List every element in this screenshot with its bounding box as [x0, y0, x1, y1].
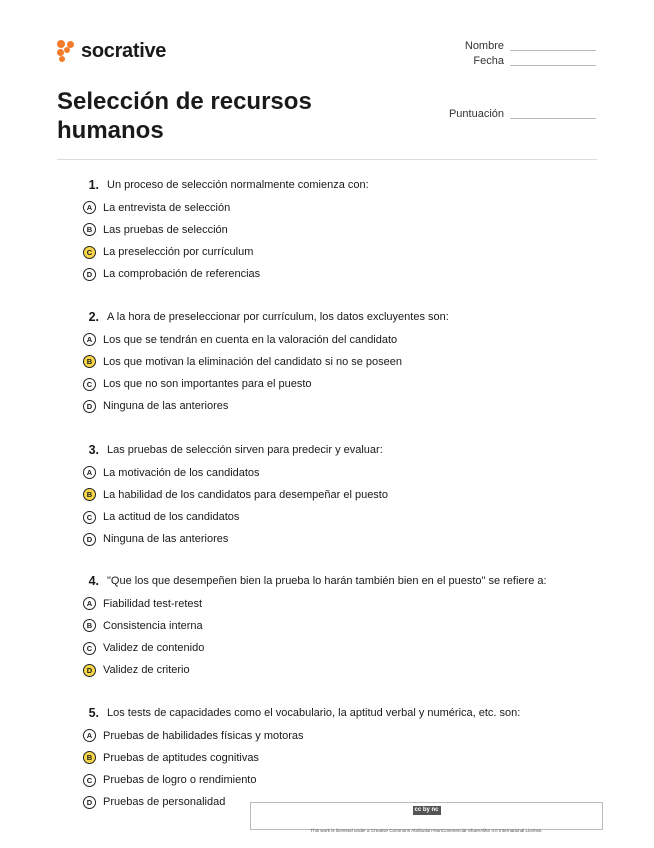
option-letter-badge: D: [83, 533, 96, 546]
question-number: 2.: [88, 310, 99, 324]
license-text: This work is licensed under a Creative Commons Attribution-NonCommercial-ShareAlike 4.0 International License.: [310, 828, 543, 833]
option-text: Los que se tendrán en cuenta en la valoración del candidato: [103, 333, 398, 346]
option-text: La actitud de los candidatos: [103, 511, 240, 524]
answer-option-a: [83, 199, 605, 216]
date-label: Fecha: [473, 55, 504, 67]
question-text: A la hora de preseleccionar por currículum, los datos excluyentes son:: [107, 311, 449, 323]
option-letter-badge: C: [83, 378, 96, 391]
option-text: Pruebas de habilidades físicas y motoras: [103, 729, 304, 742]
answer-option-c: [83, 376, 605, 393]
answer-option-a: [83, 331, 605, 348]
question-4: [85, 572, 605, 684]
answer-option-c: [83, 640, 605, 657]
answer-option-a: [83, 595, 605, 612]
question-number: 3.: [88, 443, 99, 457]
answer-option-a: [83, 464, 605, 481]
option-text: La habilidad de los candidatos para desempeñar el puesto: [103, 488, 388, 501]
option-letter-badge: B: [83, 223, 96, 236]
date-field: [473, 55, 596, 67]
creative-commons-icon: cc by nc sa: [414, 807, 439, 822]
name-line: [510, 42, 596, 51]
answer-option-b: [83, 749, 605, 766]
option-text: La motivación de los candidatos: [103, 466, 260, 479]
question-text: Las pruebas de selección sirven para predecir y evaluar:: [107, 444, 383, 456]
option-text: Fiabilidad test-retest: [103, 597, 203, 610]
answer-option-d: [83, 531, 605, 548]
question-number: 4.: [88, 574, 99, 588]
option-letter-badge: A: [83, 729, 96, 742]
option-text: Los que no son importantes para el puesto: [103, 378, 312, 391]
question-5: [85, 704, 605, 822]
question-text: Un proceso de selección normalmente comienza con:: [107, 179, 369, 191]
option-text: Pruebas de personalidad: [103, 796, 226, 809]
question-line: [85, 441, 605, 459]
score-field: [449, 108, 596, 120]
header-divider: [57, 159, 597, 160]
score-line: [510, 110, 596, 119]
option-text: La preselección por currículum: [103, 246, 254, 259]
socrative-logo: [57, 38, 166, 64]
question-1: [85, 176, 605, 288]
question-line: [85, 308, 605, 326]
option-letter-badge: C: [83, 642, 96, 655]
option-text: Ninguna de las anteriores: [103, 400, 229, 413]
option-text: Validez de criterio: [103, 664, 190, 677]
answer-option-b: [83, 221, 605, 238]
answer-option-c: [83, 772, 605, 789]
option-text: Pruebas de logro o rendimiento: [103, 774, 257, 787]
question-number: 5.: [88, 706, 99, 720]
quiz-title: Selección de recursos humanos: [57, 88, 312, 144]
option-letter-badge: A: [83, 597, 96, 610]
question-3: [85, 441, 605, 553]
name-label: Nombre: [464, 40, 504, 52]
date-line: [510, 57, 596, 66]
answer-option-d: [83, 662, 605, 679]
answer-option-d: [83, 398, 605, 415]
answer-option-a: [83, 727, 605, 744]
answer-option-b: [83, 617, 605, 634]
option-text: Los que motivan la eliminación del candidato si no se poseen: [103, 355, 403, 368]
option-letter-badge: D: [83, 400, 96, 413]
question-line: [85, 176, 605, 194]
option-letter-badge: B: [83, 751, 96, 764]
option-text: Validez de contenido: [103, 642, 205, 655]
option-letter-badge: C: [83, 774, 96, 787]
score-label: Puntuación: [448, 108, 504, 120]
option-letter-badge: D: [83, 796, 96, 809]
option-letter-badge: B: [83, 619, 96, 632]
answer-option-b: [83, 353, 605, 370]
option-letter-badge: A: [83, 333, 96, 346]
license-box: [250, 802, 603, 833]
option-text: La comprobación de referencias: [103, 268, 261, 281]
option-letter-badge: C: [83, 246, 96, 259]
answer-option-b: [83, 486, 605, 503]
name-field: [465, 40, 596, 52]
option-text: Ninguna de las anteriores: [103, 533, 229, 546]
question-text: "Que los que desempeñen bien la prueba lo harán también bien en el puesto" se refiere a:: [107, 575, 547, 587]
option-letter-badge: B: [83, 355, 96, 368]
option-letter-badge: A: [83, 466, 96, 479]
option-letter-badge: D: [83, 268, 96, 281]
question-line: [85, 572, 605, 590]
option-text: Pruebas de aptitudes cognitivas: [103, 751, 259, 764]
option-letter-badge: B: [83, 488, 96, 501]
option-text: Las pruebas de selección: [103, 223, 228, 236]
answer-option-d: [83, 266, 605, 283]
socrative-logo-icon: [57, 40, 76, 62]
question-text: Los tests de capacidades como el vocabulario, la aptitud verbal y numérica, etc. son:: [107, 707, 521, 719]
option-letter-badge: A: [83, 201, 96, 214]
option-letter-badge: D: [83, 664, 96, 677]
option-text: Consistencia interna: [103, 619, 203, 632]
brand-name: socrative: [81, 39, 167, 62]
question-2: [85, 308, 605, 420]
option-text: La entrevista de selección: [103, 201, 231, 214]
question-number: 1.: [88, 178, 99, 192]
answer-option-c: [83, 509, 605, 526]
option-letter-badge: C: [83, 511, 96, 524]
question-line: [85, 704, 605, 722]
answer-option-c: [83, 244, 605, 261]
